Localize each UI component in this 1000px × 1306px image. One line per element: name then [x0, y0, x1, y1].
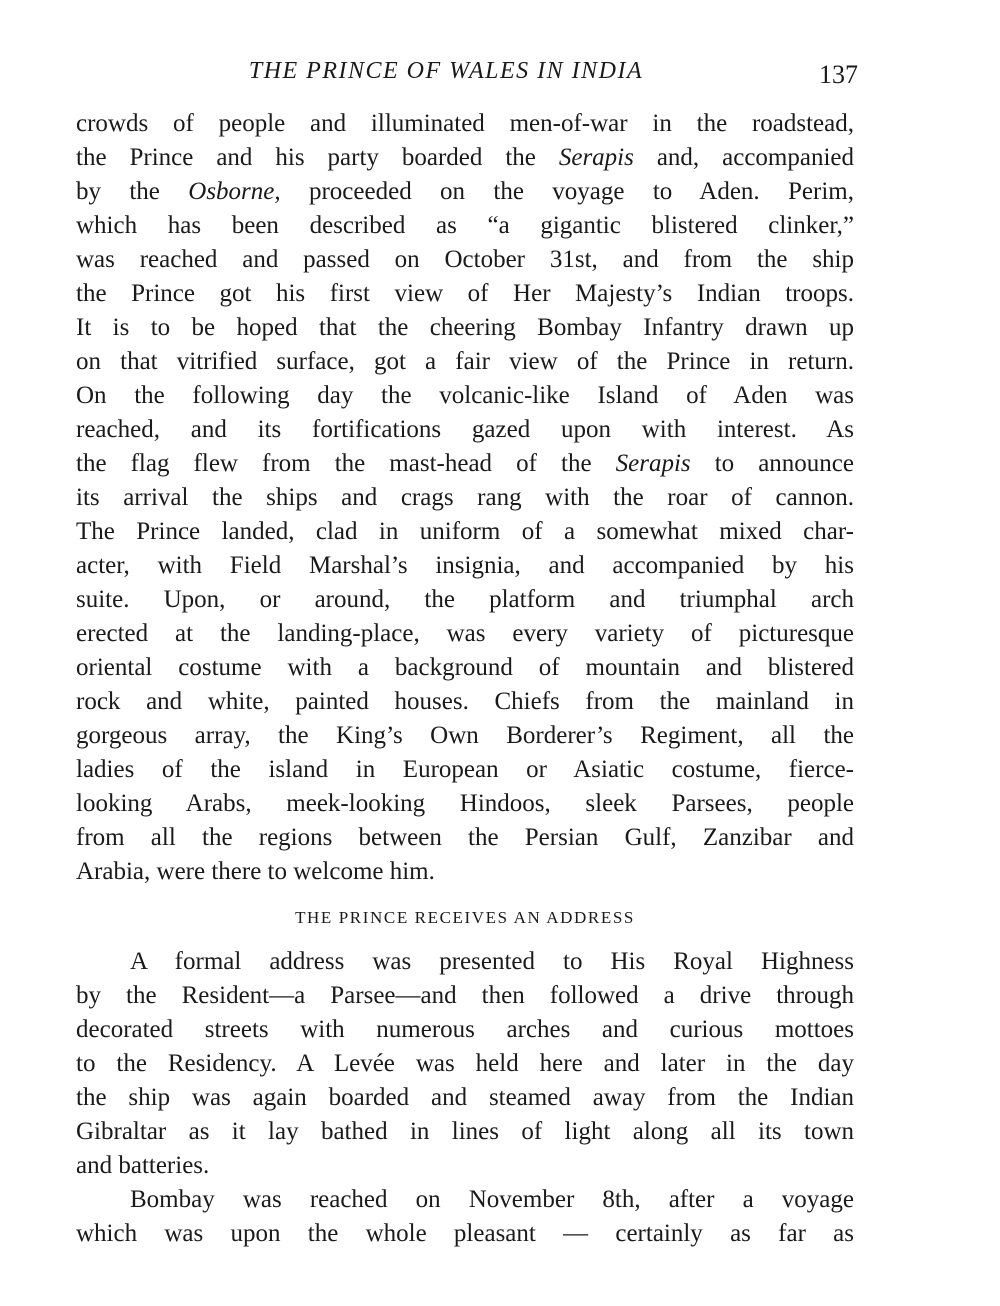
text-line: The Prince landed, clad in uniform of a somewhat mixed char-	[76, 518, 854, 545]
text-line: the Prince got his first view of Her Majesty’s Indian troops.	[76, 280, 854, 307]
text-span: and, accompanied	[633, 144, 855, 171]
text-line: A formal address was presented to His Royal Highness	[130, 948, 854, 975]
text-line: erected at the landing-place, was every variety of picturesque	[76, 620, 854, 647]
text-span: the Prince and his party boarded the	[76, 144, 559, 171]
text-line: by the Resident—a Parsee—and then followed a drive through	[76, 982, 854, 1009]
text-line: suite. Upon, or around, the platform and triumphal arch	[76, 586, 854, 613]
text-line: was reached and passed on October 31st, and from the ship	[76, 246, 854, 273]
text-line	[76, 447, 854, 481]
section-subheading: THE PRINCE RECEIVES AN ADDRESS	[295, 908, 635, 927]
text-line: ladies of the island in European or Asiatic costume, fierce-	[76, 756, 854, 783]
text-line: Bombay was reached on November 8th, after a voyage	[130, 1186, 854, 1213]
paragraph-formal-address	[76, 945, 854, 1183]
text-line: the ship was again boarded and steamed away from the Indian	[76, 1084, 854, 1111]
running-head	[76, 54, 856, 88]
ship-name: Osborne,	[188, 178, 281, 205]
text-line: which was upon the whole pleasant — certainly as far as	[76, 1220, 854, 1247]
text-line: It is to be hoped that the cheering Bombay Infantry drawn up	[76, 314, 854, 341]
page-number: 137	[819, 60, 858, 89]
text-span: proceeded on the voyage to Aden. Perim,	[280, 178, 854, 205]
text-line: on that vitrified surface, got a fair view of the Prince in return.	[76, 348, 854, 375]
text-line: gorgeous array, the King’s Own Borderer’s Regiment, all the	[76, 722, 854, 749]
text-line: looking Arabs, meek-looking Hindoos, sleek Parsees, people	[76, 790, 854, 817]
text-line: crowds of people and illuminated men-of-war in the roadstead,	[76, 110, 854, 137]
text-span: to announce	[690, 450, 854, 477]
text-line: its arrival the ships and crags rang with the roar of cannon.	[76, 484, 854, 511]
ship-name: Serapis	[558, 144, 634, 171]
text-span: the flag flew from the mast-head of the	[76, 450, 616, 477]
text-line: reached, and its fortifications gazed upon with interest. As	[76, 416, 854, 443]
text-line: Arabia, were there to welcome him.	[76, 858, 435, 885]
text-line: decorated streets with numerous arches and curious mottoes	[76, 1016, 854, 1043]
text-line: and batteries.	[76, 1152, 210, 1179]
running-title: THE PRINCE OF WALES IN INDIA	[248, 58, 644, 84]
paragraph-voyage-to-aden	[76, 107, 854, 889]
paragraph-bombay	[76, 1183, 854, 1251]
ship-name: Serapis	[615, 450, 691, 477]
text-line: Gibraltar as it lay bathed in lines of light along all its town	[76, 1118, 854, 1145]
text-line: acter, with Field Marshal’s insignia, and accompanied by his	[76, 552, 854, 579]
text-line: to the Residency. A Levée was held here and later in the day	[76, 1050, 854, 1077]
body-text	[76, 107, 854, 1251]
text-line	[76, 175, 854, 209]
text-line: which has been described as “a gigantic blistered clinker,”	[76, 212, 854, 239]
text-line: from all the regions between the Persian Gulf, Zanzibar and	[76, 824, 854, 851]
text-span: by the	[76, 178, 189, 205]
text-line: rock and white, painted houses. Chiefs from the mainland in	[76, 688, 854, 715]
text-line: oriental costume with a background of mountain and blistered	[76, 654, 854, 681]
text-line	[76, 141, 854, 175]
text-line: On the following day the volcanic-like Island of Aden was	[76, 382, 854, 409]
